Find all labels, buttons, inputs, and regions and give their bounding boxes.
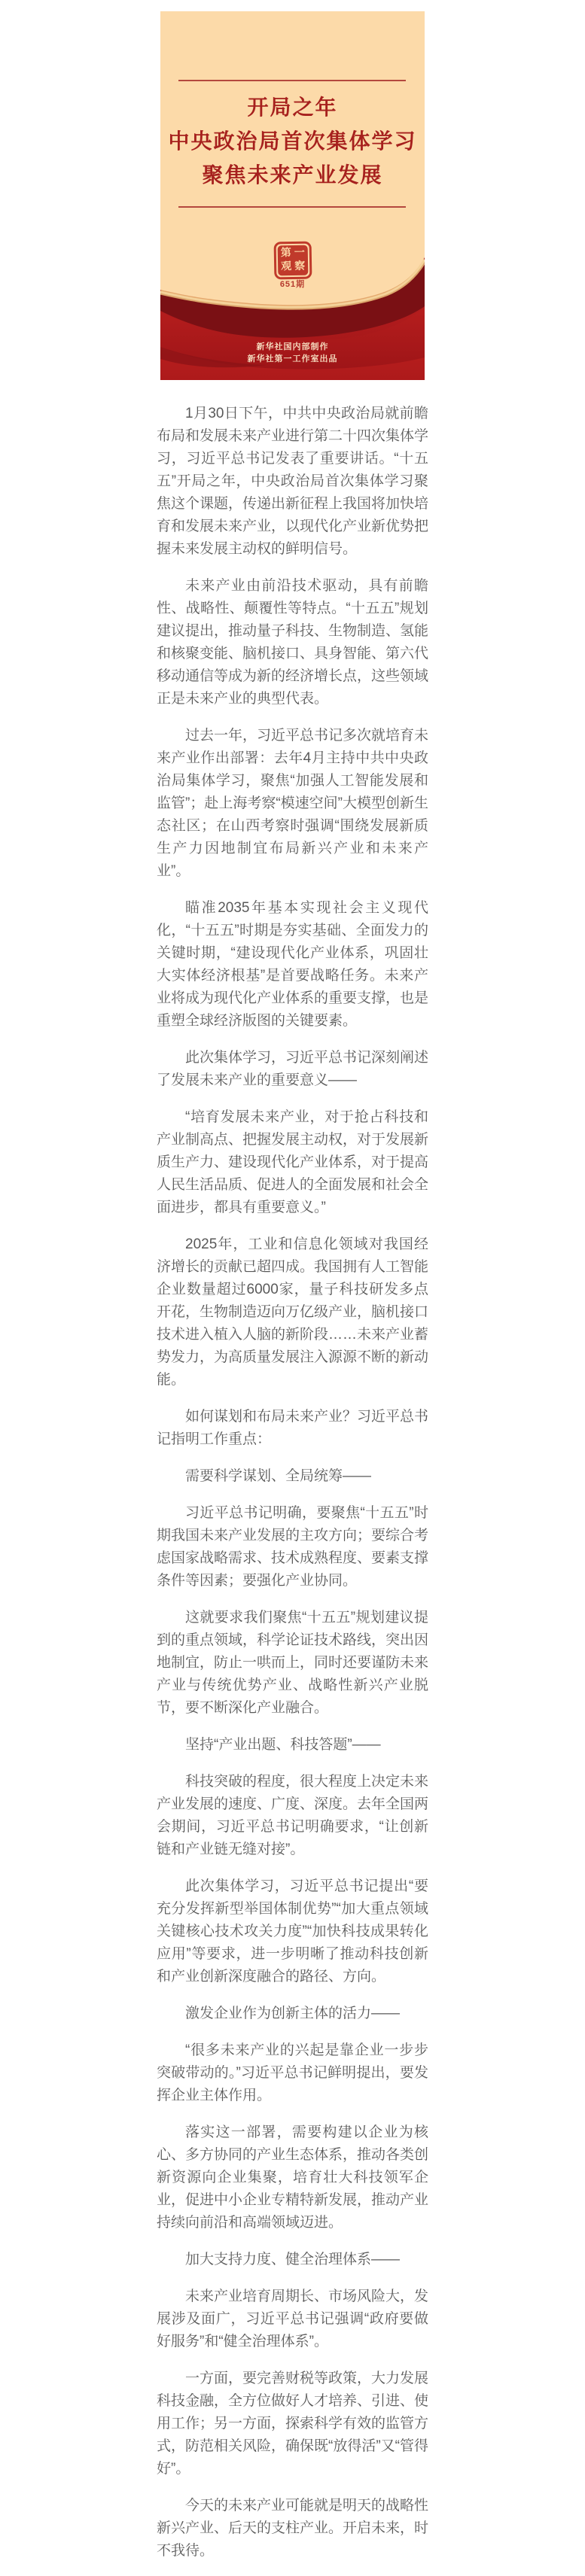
issue-number: 651期 <box>279 280 306 289</box>
article-paragraph: 需要科学谋划、全局统筹—— <box>185 1468 372 1484</box>
article-paragraph: 此次集体学习，习近平总书记深刻阐述了发展未来产业的重要意义—— <box>157 1050 429 1088</box>
article-paragraph: 这就要求我们聚焦“十五五”规划建议提到的重点领域，科学论证技术路线，突出因地制宜，防止一哄而上，同时还要谨防未来产业与传统优势产业、战略性新兴产业脱节，要不断深化产业融合。 <box>157 1610 429 1716</box>
article-paragraph: 激发企业作为创新主体的活力—— <box>185 2006 401 2021</box>
seal-char: 察 <box>294 260 305 272</box>
article-paragraph: “很多未来产业的兴起是靠企业一步步突破带动的。”习近平总书记鲜明提出，要发挥企业主体作用。 <box>157 2042 428 2103</box>
credit-line-studio: 新华社第一工作室出品 <box>247 354 338 363</box>
article-paragraph: 此次集体学习，习近平总书记提出“要充分发挥新型举国体制优势”“加大重点领域关键核心技术攻关力度”“加快科技成果转化应用”等要求，进一步明晰了推动科技创新和产业创新深度融合的路径、方向。 <box>157 1878 428 1984</box>
seal-characters <box>277 245 308 276</box>
article-paragraph: 1月30日下午，中共中央政治局就前瞻布局和发展未来产业进行第二十四次集体学习，习近平总书记发表了重要讲话。“十五五”开局之年，中央政治局首次集体学习聚焦这个课题，传递出新征程上我国将加快培育和发展未来产业，以现代化产业新优势把握未来发展主动权的鲜明信号。 <box>157 406 429 557</box>
title-divider-bottom <box>178 206 406 208</box>
seal-char: 一 <box>294 247 305 259</box>
article-paragraph: 加大支持力度、健全治理体系—— <box>185 2252 401 2267</box>
seal-char: 观 <box>280 261 291 273</box>
seal-char: 第 <box>280 248 291 260</box>
banner-title-line1: 开局之年 <box>247 96 338 120</box>
article-paragraph: 瞄准2035年基本实现社会主义现代化，“十五五”时期是夯实基础、全面发力的关键时期，“建设现代化产业体系，巩固壮大实体经济根基”是首要战略任务。未来产业将成为现代化产业体系的重要支撑，也是重塑全球经济版图的关键要素。 <box>157 900 429 1029</box>
article-paragraph: 科技突破的程度，很大程度上决定未来产业发展的速度、广度、深度。去年全国两会期间，习近平总书记明确要求，“让创新链和产业链无缝对接”。 <box>157 1774 429 1857</box>
header-banner <box>160 11 425 380</box>
article-paragraph: 习近平总书记明确，要聚焦“十五五”时期我国未来产业发展的主攻方向；要综合考虑国家战略需求、技术成熟程度、要素支撑条件等因素；要强化产业协同。 <box>157 1505 429 1589</box>
red-silk-background <box>160 11 425 380</box>
article-body <box>157 403 428 2576</box>
article-paragraph: 今天的未来产业可能就是明天的战略性新兴产业、后天的支柱产业。开启未来，时不我待。 <box>157 2498 429 2559</box>
article-paragraph: “培育发展未来产业，对于抢占科技和产业制高点、把握发展主动权，对于发展新质生产力、建设现代化产业体系，对于提高人民生活品质、促进人的全面发展和社会全面进步，都具有重要意义。” <box>157 1109 429 1215</box>
banner-title-line2: 中央政治局首次集体学习 <box>168 130 417 154</box>
title-divider-top <box>178 80 406 81</box>
article-paragraph: 一方面，要完善财税等政策，大力发展科技金融，全方位做好人才培养、引进、使用工作；另一方面，探索科学有效的监管方式，防范相关风险，确保既“放得活”又“管得好”。 <box>157 2371 429 2477</box>
article-paragraph: 2025年，工业和信息化领域对我国经济增长的贡献已超四成。我国拥有人工智能企业数量超过6000家，量子科技研发多点开花，生物制造迈向万亿级产业，脑机接口技术进入植入人脑的新阶段……未来产业蓄势发力，为高质量发展注入源源不断的新动能。 <box>157 1236 429 1388</box>
article-paragraph: 未来产业培育周期长、市场风险大，发展涉及面广，习近平总书记强调“政府要做好服务”和“健全治理体系”。 <box>157 2289 429 2349</box>
credit-line-producer: 新华社国内部制作 <box>256 342 329 351</box>
article-paragraph: 落实这一部署，需要构建以企业为核心、多方协同的产业生态体系，推动各类创新资源向企业集聚，培育壮大科技领军企业，促进中小企业专精特新发展，推动产业持续向前沿和高端领域迈进。 <box>157 2124 429 2231</box>
diyi-guancha-seal-icon <box>273 242 312 280</box>
banner-credits <box>160 341 425 365</box>
article-paragraph: 坚持“产业出题、科技答题”—— <box>185 1737 381 1753</box>
banner-title <box>160 91 425 193</box>
article-paragraph: 如何谋划和布局未来产业？习近平总书记指明工作重点： <box>157 1409 429 1447</box>
banner-title-line3: 聚焦未来产业发展 <box>202 164 383 187</box>
article-paragraph: 过去一年，习近平总书记多次就培育未来产业作出部署：去年4月主持中共中央政治局集体学习，聚焦“加强人工智能发展和监管”；赴上海考察“模速空间”大模型创新生态社区；在山西考察时强调“围绕发展新质生产力因地制宜布局新兴产业和未来产业”。 <box>157 728 429 879</box>
article-paragraph: 未来产业由前沿技术驱动，具有前瞻性、战略性、颠覆性等特点。“十五五”规划建议提出，推动量子科技、生物制造、氢能和核聚变能、脑机接口、具身智能、第六代移动通信等成为新的经济增长点，这些领域正是未来产业的典型代表。 <box>157 578 429 707</box>
